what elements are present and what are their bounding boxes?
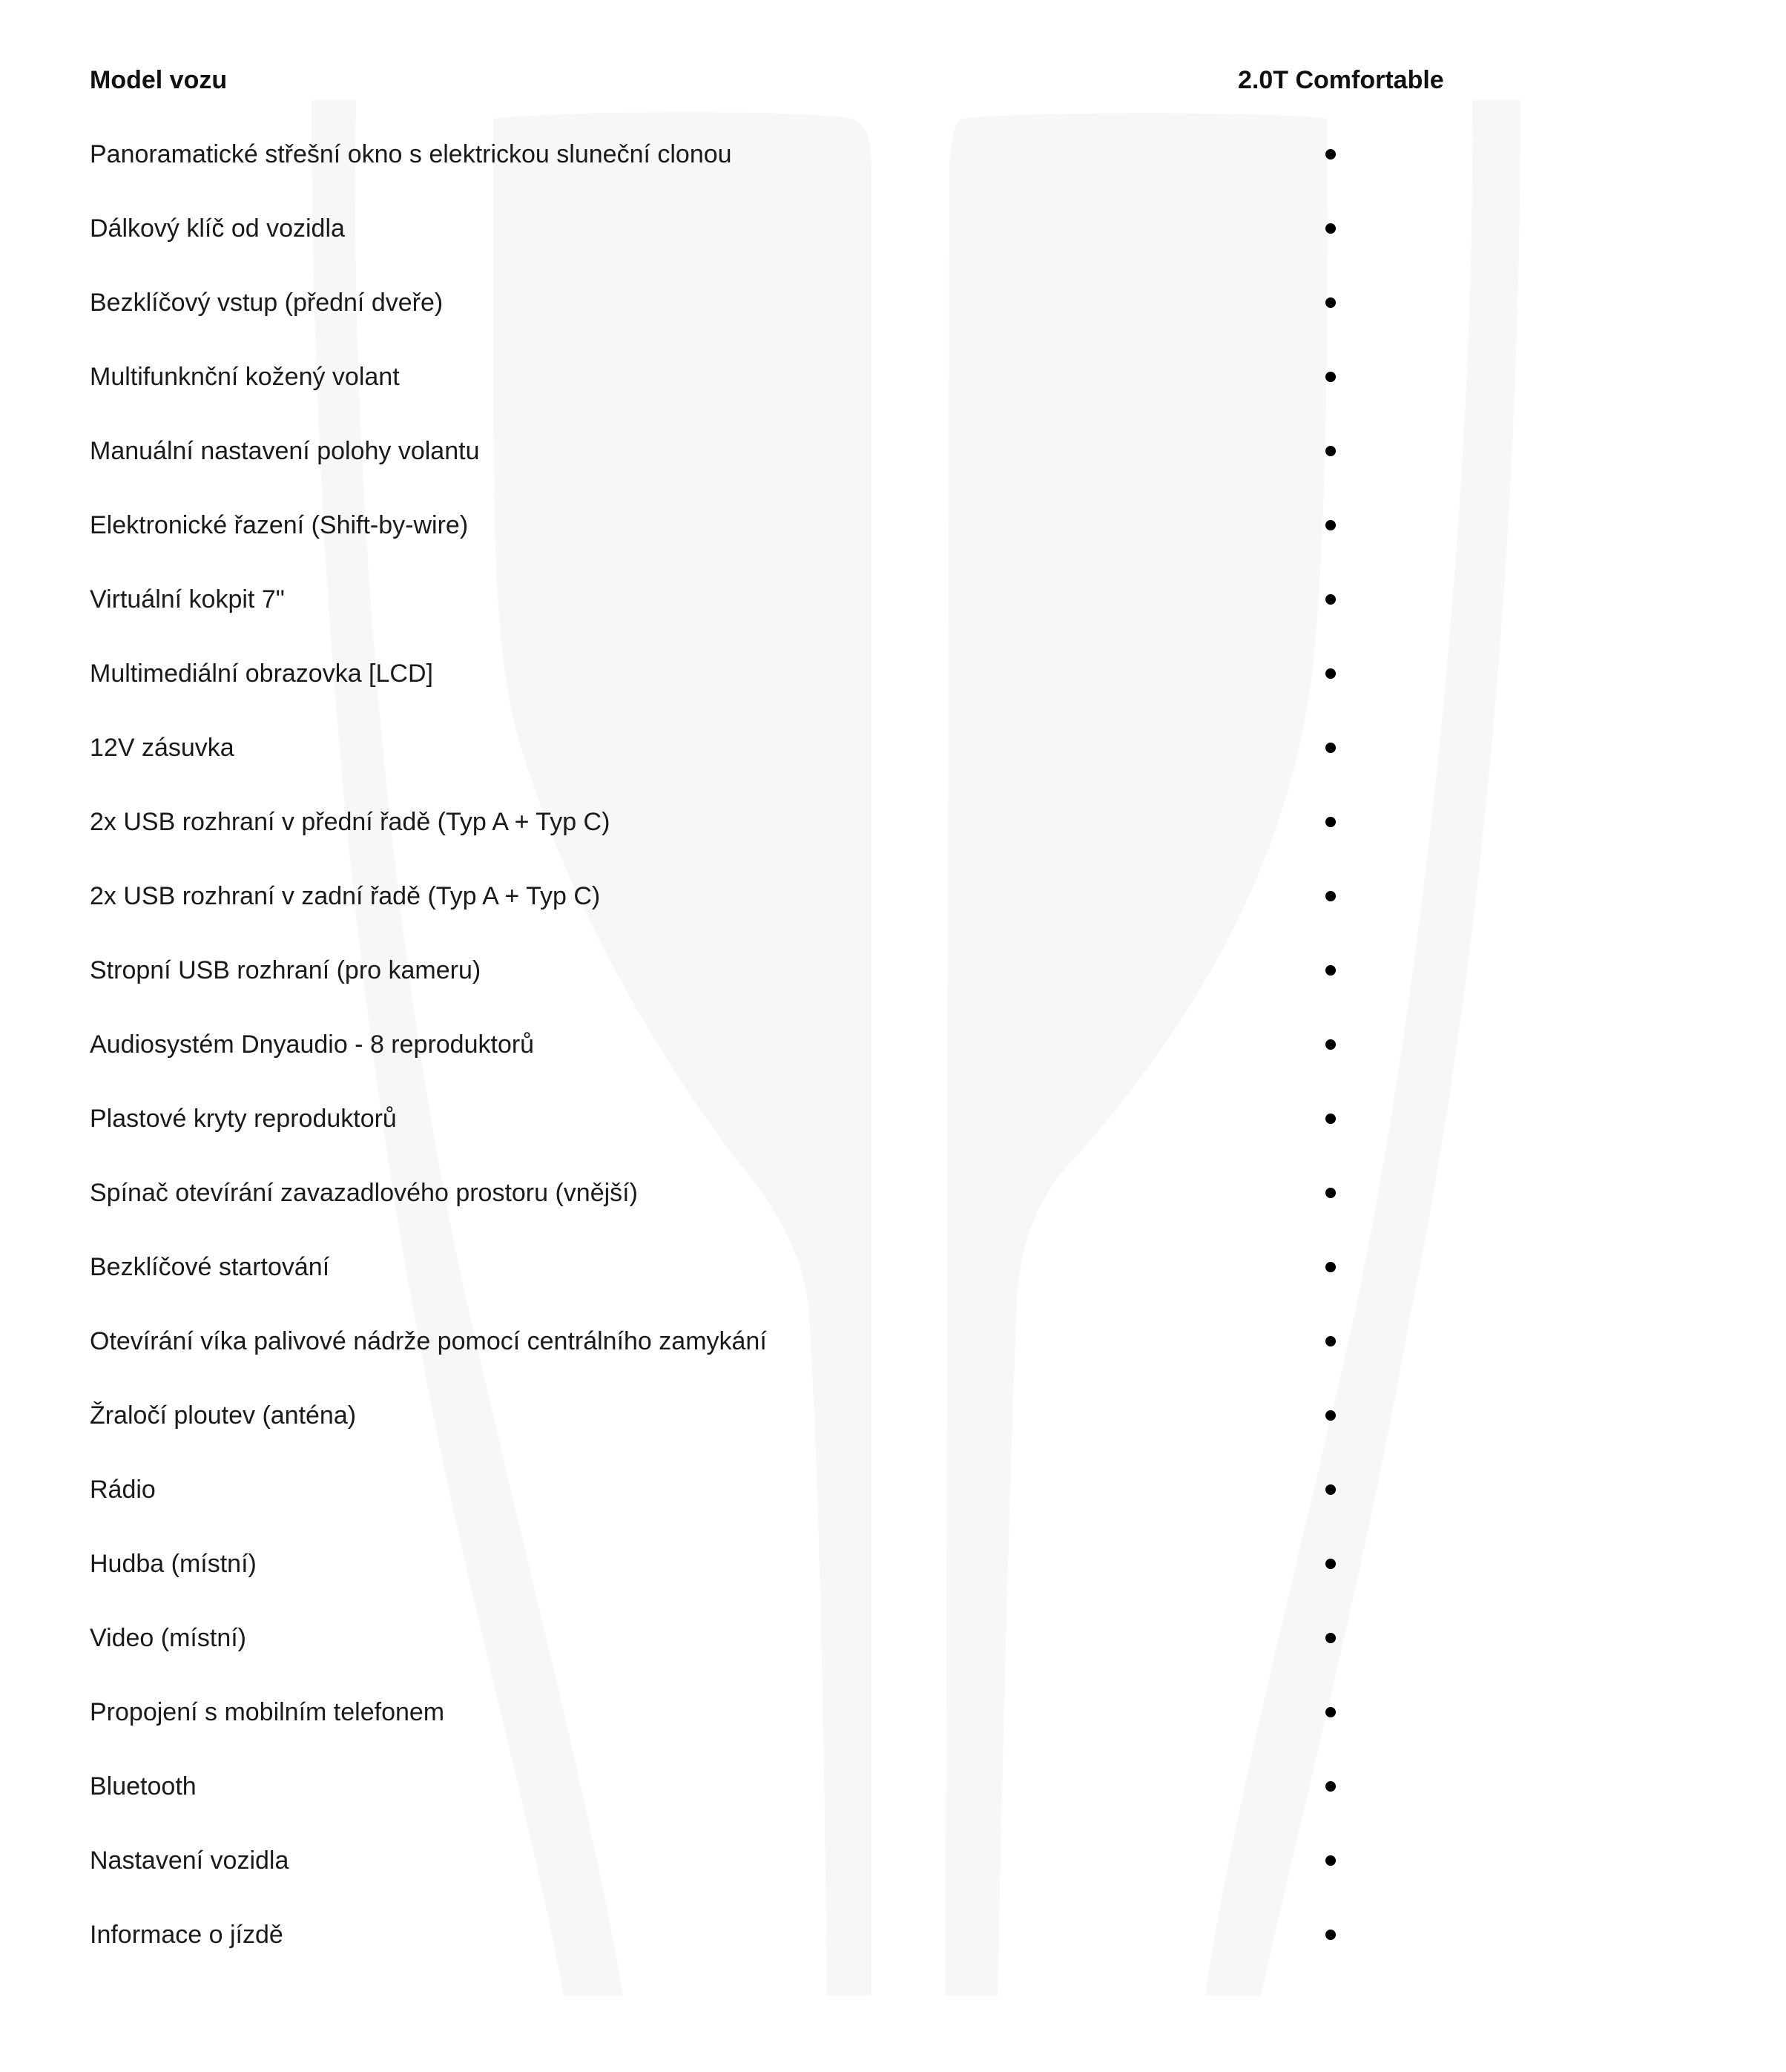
included-bullet: [1325, 1559, 1336, 1569]
feature-label: Spínač otevírání zavazadlového prostoru (vnější): [90, 1179, 638, 1207]
included-bullet: [1325, 1633, 1336, 1643]
feature-label: Hudba (místní): [90, 1550, 257, 1578]
feature-label: Audiosystém Dnyaudio - 8 reproduktorů: [90, 1030, 535, 1059]
feature-label: 2x USB rozhraní v zadní řadě (Typ A + Typ C): [90, 882, 601, 910]
table-row: [90, 1601, 1447, 1675]
included-bullet: [1325, 149, 1336, 159]
table-row: [90, 414, 1447, 488]
feature-label: Informace o jízdě: [90, 1921, 283, 1949]
table-row: [90, 1230, 1447, 1304]
included-bullet: [1325, 1410, 1336, 1421]
included-bullet: [1325, 1855, 1336, 1866]
feature-label: Multimediální obrazovka [LCD]: [90, 660, 433, 688]
feature-label: Virtuální kokpit 7": [90, 585, 285, 614]
table-row: [90, 1527, 1447, 1601]
included-bullet: [1325, 1262, 1336, 1272]
table-row: [90, 562, 1447, 637]
table-row: [90, 711, 1447, 785]
table-row: [90, 933, 1447, 1007]
included-bullet: [1325, 1336, 1336, 1346]
included-bullet: [1325, 891, 1336, 901]
feature-label: Multifunknční kožený volant: [90, 363, 400, 391]
included-bullet: [1325, 743, 1336, 753]
included-bullet: [1325, 1930, 1336, 1940]
feature-label: Stropní USB rozhraní (pro kameru): [90, 956, 481, 984]
feature-label: Bezklíčový vstup (přední dveře): [90, 289, 444, 317]
included-bullet: [1325, 223, 1336, 234]
feature-label: 2x USB rozhraní v přední řadě (Typ A + Typ C): [90, 808, 610, 836]
feature-label: 12V zásuvka: [90, 734, 234, 762]
table-row: [90, 1007, 1447, 1082]
table-row: [90, 340, 1447, 414]
table-row: [90, 859, 1447, 933]
table-row: [90, 1082, 1447, 1156]
feature-label: Bezklíčové startování: [90, 1253, 330, 1281]
table-body: [90, 117, 1447, 1972]
table-row: [90, 1304, 1447, 1378]
table-row: [90, 637, 1447, 711]
included-bullet: [1325, 668, 1336, 679]
table-row: [90, 1453, 1447, 1527]
feature-label: Panoramatické střešní okno s elektrickou sluneční clonou: [90, 140, 732, 168]
feature-label: Nastavení vozidla: [90, 1846, 289, 1875]
table-header-row: [90, 43, 1447, 117]
table-row: [90, 117, 1447, 191]
table-row: [90, 1675, 1447, 1749]
feature-label: Video (místní): [90, 1624, 247, 1652]
table-row: [90, 1749, 1447, 1823]
table-row: [90, 1823, 1447, 1898]
included-bullet: [1325, 520, 1336, 530]
included-bullet: [1325, 1114, 1336, 1124]
included-bullet: [1325, 1188, 1336, 1198]
included-bullet: [1325, 1039, 1336, 1050]
feature-label: Žraločí ploutev (anténa): [90, 1401, 357, 1430]
table-row: [90, 488, 1447, 562]
table-row: [90, 1156, 1447, 1230]
included-bullet: [1325, 446, 1336, 456]
feature-label: Dálkový klíč od vozidla: [90, 214, 345, 243]
column-header: 2.0T Comfortable: [1238, 65, 1444, 94]
feature-label: Rádio: [90, 1476, 156, 1504]
feature-label: Bluetooth: [90, 1772, 197, 1800]
included-bullet: [1325, 297, 1336, 308]
included-bullet: [1325, 594, 1336, 605]
included-bullet: [1325, 817, 1336, 827]
spec-table: [90, 43, 1447, 1972]
feature-label: Otevírání víka palivové nádrže pomocí centrálního zamykání: [90, 1327, 767, 1355]
included-bullet: [1325, 1707, 1336, 1717]
table-row: [90, 785, 1447, 859]
table-row: [90, 1898, 1447, 1972]
feature-label: Propojení s mobilním telefonem: [90, 1698, 445, 1726]
table-row: [90, 191, 1447, 266]
table-row: [90, 1378, 1447, 1453]
included-bullet: [1325, 372, 1336, 382]
header-label: Model vozu: [90, 66, 228, 94]
table-row: [90, 266, 1447, 340]
feature-label: Manuální nastavení polohy volantu: [90, 437, 480, 465]
included-bullet: [1325, 965, 1336, 976]
feature-label: Elektronické řazení (Shift-by-wire): [90, 511, 469, 539]
feature-label: Plastové kryty reproduktorů: [90, 1105, 397, 1133]
included-bullet: [1325, 1781, 1336, 1792]
included-bullet: [1325, 1484, 1336, 1495]
